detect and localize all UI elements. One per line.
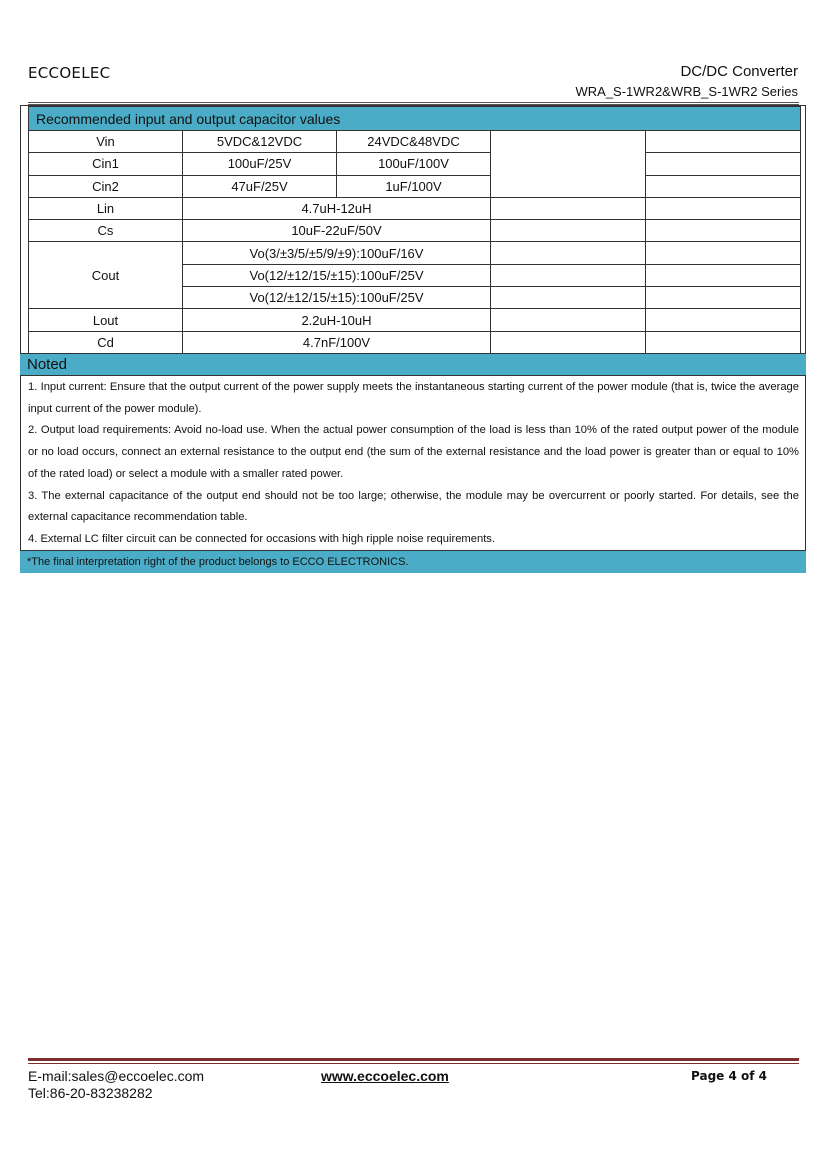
blank-cell <box>646 331 801 353</box>
row-label-cin2: Cin2 <box>29 175 183 197</box>
lin-value: 4.7uH-12uH <box>183 197 491 219</box>
row-label-vin: Vin <box>29 131 183 153</box>
blank-cell <box>491 197 646 219</box>
footer-email[interactable]: E-mail:sales@eccoelec.com <box>28 1068 205 1084</box>
table-row <box>29 220 801 242</box>
row-label-cin1: Cin1 <box>29 153 183 175</box>
table-header-row <box>29 107 801 131</box>
blank-cell <box>646 242 801 264</box>
table-row <box>29 309 801 331</box>
capacitor-table-title: Recommended input and output capacitor values <box>29 107 801 131</box>
blank-cell <box>646 131 801 153</box>
capacitor-table <box>28 106 801 354</box>
notes-list <box>28 377 799 551</box>
row-label-cout: Cout <box>29 242 183 309</box>
table-row <box>29 153 801 175</box>
cs-value: 10uF-22uF/50V <box>183 220 491 242</box>
blank-cell <box>491 242 646 264</box>
lout-value: 2.2uH-10uH <box>183 309 491 331</box>
blank-cell <box>646 264 801 286</box>
cin1-col2: 100uF/100V <box>337 153 491 175</box>
footer-website-link[interactable]: www.eccoelec.com <box>321 1068 449 1084</box>
footer-divider <box>28 1058 799 1064</box>
cd-value: 4.7nF/100V <box>183 331 491 353</box>
blank-cell <box>491 131 646 198</box>
table-row <box>29 197 801 219</box>
note-item: 1. Input current: Ensure that the output current of the power supply meets the instantaneous starting current of the power module (that is, twice the average input current of the power module). <box>28 381 799 415</box>
blank-cell <box>646 220 801 242</box>
document-title: DC/DC Converter <box>680 63 798 80</box>
row-label-lout: Lout <box>29 309 183 331</box>
blank-cell <box>646 175 801 197</box>
blank-cell <box>491 309 646 331</box>
blank-cell <box>646 309 801 331</box>
vin-col2: 24VDC&48VDC <box>337 131 491 153</box>
table-row <box>29 175 801 197</box>
table-row <box>29 331 801 353</box>
vin-col1: 5VDC&12VDC <box>183 131 337 153</box>
final-interpretation-note: *The final interpretation right of the product belongs to ECCO ELECTRONICS. <box>20 550 806 573</box>
noted-heading: Noted <box>20 353 806 376</box>
cin2-col1: 47uF/25V <box>183 175 337 197</box>
blank-cell <box>491 220 646 242</box>
row-label-cs: Cs <box>29 220 183 242</box>
row-label-cd: Cd <box>29 331 183 353</box>
footer-phone: Tel:86-20-83238282 <box>28 1085 153 1101</box>
cin2-col2: 1uF/100V <box>337 175 491 197</box>
cin1-col1: 100uF/25V <box>183 153 337 175</box>
note-item: 4. External LC filter circuit can be connected for occasions with high ripple noise requirements. <box>28 532 496 545</box>
row-label-lin: Lin <box>29 197 183 219</box>
blank-cell <box>491 264 646 286</box>
page-number: Page 4 of 4 <box>691 1069 767 1083</box>
brand-name: ECCOELEC <box>28 64 111 82</box>
blank-cell <box>646 197 801 219</box>
blank-cell <box>646 153 801 175</box>
blank-cell <box>491 331 646 353</box>
blank-cell <box>491 287 646 309</box>
cout-value-3: Vo(12/±12/15/±15):100uF/25V <box>183 287 491 309</box>
table-row <box>29 131 801 153</box>
table-row <box>29 242 801 264</box>
note-item: 2. Output load requirements: Avoid no-load use. When the actual power consumption of the load is less than 10% of the rated output power of the module or no load occurs, connect an external resistance to the output end (the sum of the external resistance and the load power is greater than or equal to 10% of the rated load) or select a module with a smaller rated power. <box>28 424 799 480</box>
blank-cell <box>646 287 801 309</box>
cout-value-2: Vo(12/±12/15/±15):100uF/25V <box>183 264 491 286</box>
product-series: WRA_S-1WR2&WRB_S-1WR2 Series <box>575 84 798 99</box>
note-item: 3. The external capacitance of the output end should not be too large; otherwise, the module may be overcurrent or poorly started. For details, see the external capacitance recommendation table. <box>28 489 799 524</box>
cout-value-1: Vo(3/±3/5/±5/9/±9):100uF/16V <box>183 242 491 264</box>
